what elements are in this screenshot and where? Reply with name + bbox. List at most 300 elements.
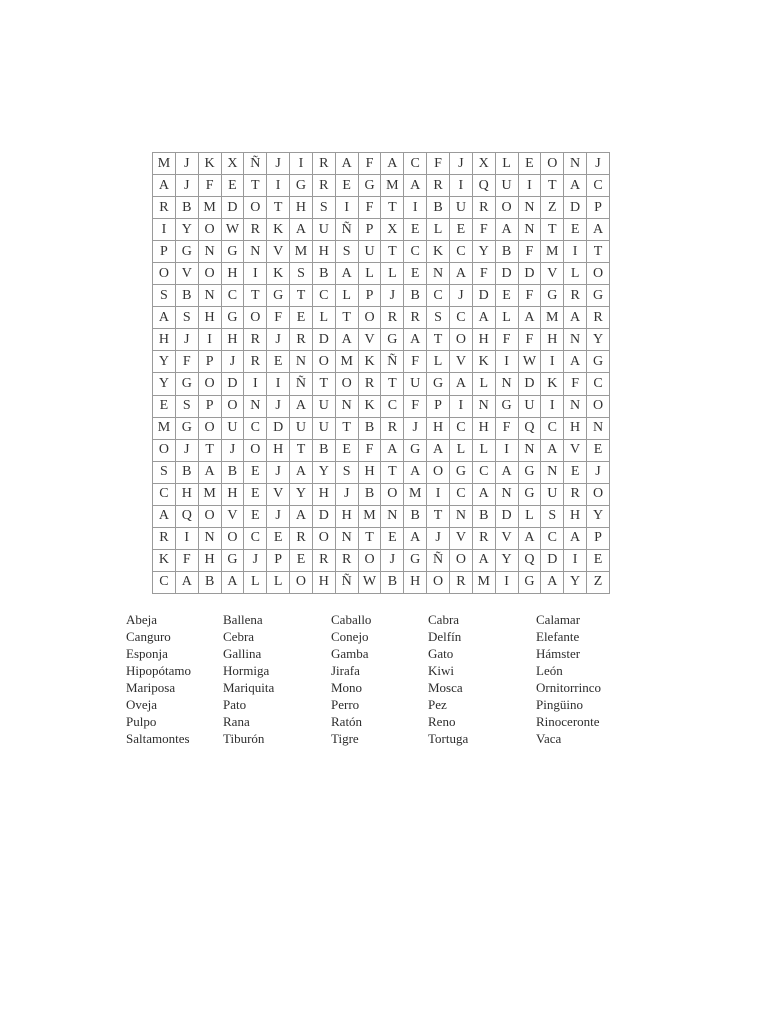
- grid-cell[interactable]: A: [495, 461, 518, 483]
- grid-cell[interactable]: H: [335, 505, 358, 527]
- grid-cell[interactable]: N: [335, 527, 358, 549]
- grid-cell[interactable]: Y: [472, 241, 495, 263]
- grid-cell[interactable]: C: [381, 395, 404, 417]
- grid-cell[interactable]: T: [541, 175, 564, 197]
- grid-cell[interactable]: X: [381, 219, 404, 241]
- grid-cell[interactable]: N: [518, 219, 541, 241]
- grid-cell[interactable]: G: [449, 461, 472, 483]
- grid-cell[interactable]: Q: [472, 175, 495, 197]
- grid-cell[interactable]: M: [290, 241, 313, 263]
- grid-cell[interactable]: O: [244, 197, 267, 219]
- grid-cell[interactable]: O: [495, 197, 518, 219]
- grid-cell[interactable]: C: [587, 373, 610, 395]
- grid-cell[interactable]: H: [472, 417, 495, 439]
- grid-cell[interactable]: U: [221, 417, 244, 439]
- grid-cell[interactable]: H: [198, 549, 221, 571]
- grid-cell[interactable]: B: [495, 241, 518, 263]
- grid-cell[interactable]: I: [244, 373, 267, 395]
- grid-cell[interactable]: H: [290, 197, 313, 219]
- grid-cell[interactable]: J: [175, 439, 198, 461]
- grid-cell[interactable]: J: [175, 175, 198, 197]
- grid-cell[interactable]: V: [358, 329, 381, 351]
- grid-cell[interactable]: E: [244, 505, 267, 527]
- grid-cell[interactable]: O: [449, 329, 472, 351]
- grid-cell[interactable]: Ñ: [427, 549, 450, 571]
- grid-cell[interactable]: U: [404, 373, 427, 395]
- grid-cell[interactable]: N: [427, 263, 450, 285]
- grid-cell[interactable]: R: [381, 417, 404, 439]
- grid-cell[interactable]: N: [541, 461, 564, 483]
- grid-cell[interactable]: C: [427, 285, 450, 307]
- grid-cell[interactable]: T: [244, 175, 267, 197]
- grid-cell[interactable]: H: [472, 329, 495, 351]
- grid-cell[interactable]: K: [267, 219, 290, 241]
- grid-cell[interactable]: M: [335, 351, 358, 373]
- grid-cell[interactable]: B: [312, 263, 335, 285]
- grid-cell[interactable]: T: [381, 373, 404, 395]
- grid-cell[interactable]: P: [427, 395, 450, 417]
- grid-cell[interactable]: F: [404, 351, 427, 373]
- grid-cell[interactable]: F: [495, 329, 518, 351]
- grid-cell[interactable]: G: [518, 483, 541, 505]
- grid-cell[interactable]: I: [449, 395, 472, 417]
- grid-cell[interactable]: V: [175, 263, 198, 285]
- grid-cell[interactable]: J: [267, 329, 290, 351]
- grid-cell[interactable]: J: [244, 549, 267, 571]
- grid-cell[interactable]: C: [153, 571, 176, 593]
- grid-cell[interactable]: I: [427, 483, 450, 505]
- grid-cell[interactable]: V: [495, 527, 518, 549]
- grid-cell[interactable]: D: [472, 285, 495, 307]
- grid-cell[interactable]: D: [495, 263, 518, 285]
- grid-cell[interactable]: A: [564, 307, 587, 329]
- grid-cell[interactable]: N: [198, 527, 221, 549]
- grid-cell[interactable]: D: [564, 197, 587, 219]
- grid-cell[interactable]: Y: [587, 329, 610, 351]
- grid-cell[interactable]: J: [449, 285, 472, 307]
- grid-cell[interactable]: J: [587, 153, 610, 175]
- grid-cell[interactable]: A: [290, 505, 313, 527]
- grid-cell[interactable]: D: [312, 505, 335, 527]
- grid-cell[interactable]: A: [472, 307, 495, 329]
- grid-cell[interactable]: A: [587, 219, 610, 241]
- grid-cell[interactable]: I: [541, 395, 564, 417]
- grid-cell[interactable]: C: [221, 285, 244, 307]
- grid-cell[interactable]: M: [404, 483, 427, 505]
- grid-cell[interactable]: M: [472, 571, 495, 593]
- grid-cell[interactable]: I: [564, 549, 587, 571]
- grid-cell[interactable]: I: [198, 329, 221, 351]
- grid-cell[interactable]: M: [381, 175, 404, 197]
- grid-cell[interactable]: J: [335, 483, 358, 505]
- grid-cell[interactable]: D: [495, 505, 518, 527]
- grid-cell[interactable]: N: [198, 241, 221, 263]
- grid-cell[interactable]: H: [221, 329, 244, 351]
- grid-cell[interactable]: F: [404, 395, 427, 417]
- grid-cell[interactable]: R: [472, 197, 495, 219]
- grid-cell[interactable]: R: [427, 175, 450, 197]
- grid-cell[interactable]: U: [358, 241, 381, 263]
- grid-cell[interactable]: R: [587, 307, 610, 329]
- grid-cell[interactable]: M: [198, 197, 221, 219]
- grid-cell[interactable]: B: [381, 571, 404, 593]
- grid-cell[interactable]: Y: [153, 351, 176, 373]
- grid-cell[interactable]: S: [175, 307, 198, 329]
- grid-cell[interactable]: R: [290, 527, 313, 549]
- grid-cell[interactable]: P: [587, 527, 610, 549]
- grid-cell[interactable]: N: [449, 505, 472, 527]
- grid-cell[interactable]: F: [472, 219, 495, 241]
- grid-cell[interactable]: C: [312, 285, 335, 307]
- grid-cell[interactable]: O: [587, 483, 610, 505]
- grid-cell[interactable]: L: [335, 285, 358, 307]
- grid-cell[interactable]: N: [564, 329, 587, 351]
- grid-cell[interactable]: T: [198, 439, 221, 461]
- grid-cell[interactable]: R: [153, 197, 176, 219]
- grid-cell[interactable]: G: [175, 417, 198, 439]
- grid-cell[interactable]: P: [358, 219, 381, 241]
- grid-cell[interactable]: A: [335, 329, 358, 351]
- grid-cell[interactable]: I: [564, 241, 587, 263]
- grid-cell[interactable]: A: [153, 307, 176, 329]
- grid-cell[interactable]: P: [198, 395, 221, 417]
- grid-cell[interactable]: H: [404, 571, 427, 593]
- grid-cell[interactable]: I: [175, 527, 198, 549]
- grid-cell[interactable]: V: [221, 505, 244, 527]
- grid-cell[interactable]: H: [153, 329, 176, 351]
- grid-cell[interactable]: O: [587, 263, 610, 285]
- grid-cell[interactable]: E: [564, 219, 587, 241]
- grid-cell[interactable]: E: [290, 307, 313, 329]
- grid-cell[interactable]: J: [449, 153, 472, 175]
- grid-cell[interactable]: L: [358, 263, 381, 285]
- grid-cell[interactable]: I: [267, 373, 290, 395]
- grid-cell[interactable]: I: [335, 197, 358, 219]
- grid-cell[interactable]: H: [541, 329, 564, 351]
- grid-cell[interactable]: B: [198, 571, 221, 593]
- grid-cell[interactable]: U: [290, 417, 313, 439]
- grid-cell[interactable]: S: [290, 263, 313, 285]
- grid-cell[interactable]: G: [175, 373, 198, 395]
- grid-cell[interactable]: O: [541, 153, 564, 175]
- grid-cell[interactable]: Y: [495, 549, 518, 571]
- grid-cell[interactable]: R: [358, 373, 381, 395]
- grid-cell[interactable]: P: [153, 241, 176, 263]
- grid-cell[interactable]: E: [335, 439, 358, 461]
- grid-cell[interactable]: U: [312, 219, 335, 241]
- grid-cell[interactable]: B: [221, 461, 244, 483]
- grid-cell[interactable]: O: [198, 505, 221, 527]
- grid-cell[interactable]: N: [564, 153, 587, 175]
- grid-cell[interactable]: R: [153, 527, 176, 549]
- grid-cell[interactable]: J: [404, 417, 427, 439]
- grid-cell[interactable]: F: [518, 285, 541, 307]
- grid-cell[interactable]: R: [312, 549, 335, 571]
- grid-cell[interactable]: E: [495, 285, 518, 307]
- grid-cell[interactable]: Y: [587, 505, 610, 527]
- grid-cell[interactable]: C: [404, 241, 427, 263]
- grid-cell[interactable]: L: [495, 307, 518, 329]
- grid-cell[interactable]: T: [312, 373, 335, 395]
- grid-cell[interactable]: I: [449, 175, 472, 197]
- grid-cell[interactable]: K: [267, 263, 290, 285]
- grid-cell[interactable]: G: [518, 571, 541, 593]
- grid-cell[interactable]: N: [495, 373, 518, 395]
- grid-cell[interactable]: M: [153, 153, 176, 175]
- grid-cell[interactable]: G: [358, 175, 381, 197]
- grid-cell[interactable]: W: [358, 571, 381, 593]
- grid-cell[interactable]: T: [244, 285, 267, 307]
- grid-cell[interactable]: I: [267, 175, 290, 197]
- grid-cell[interactable]: C: [153, 483, 176, 505]
- grid-cell[interactable]: J: [427, 527, 450, 549]
- grid-cell[interactable]: Ñ: [335, 219, 358, 241]
- grid-cell[interactable]: G: [518, 461, 541, 483]
- grid-cell[interactable]: A: [495, 219, 518, 241]
- grid-cell[interactable]: I: [541, 351, 564, 373]
- grid-cell[interactable]: A: [335, 263, 358, 285]
- grid-cell[interactable]: R: [244, 329, 267, 351]
- grid-cell[interactable]: E: [518, 153, 541, 175]
- grid-cell[interactable]: G: [495, 395, 518, 417]
- grid-cell[interactable]: C: [449, 483, 472, 505]
- grid-cell[interactable]: B: [175, 285, 198, 307]
- grid-cell[interactable]: F: [175, 549, 198, 571]
- grid-cell[interactable]: O: [290, 571, 313, 593]
- grid-cell[interactable]: O: [153, 263, 176, 285]
- grid-cell[interactable]: A: [404, 527, 427, 549]
- grid-cell[interactable]: M: [198, 483, 221, 505]
- grid-cell[interactable]: H: [564, 417, 587, 439]
- grid-cell[interactable]: I: [495, 439, 518, 461]
- grid-cell[interactable]: A: [381, 439, 404, 461]
- grid-cell[interactable]: O: [244, 439, 267, 461]
- grid-cell[interactable]: H: [312, 571, 335, 593]
- grid-cell[interactable]: I: [153, 219, 176, 241]
- grid-cell[interactable]: D: [518, 263, 541, 285]
- grid-cell[interactable]: A: [541, 571, 564, 593]
- grid-cell[interactable]: R: [290, 329, 313, 351]
- grid-cell[interactable]: R: [564, 483, 587, 505]
- grid-cell[interactable]: L: [472, 373, 495, 395]
- grid-cell[interactable]: L: [312, 307, 335, 329]
- grid-cell[interactable]: W: [221, 219, 244, 241]
- grid-cell[interactable]: A: [153, 505, 176, 527]
- grid-cell[interactable]: N: [518, 439, 541, 461]
- grid-cell[interactable]: A: [564, 175, 587, 197]
- grid-cell[interactable]: A: [472, 549, 495, 571]
- grid-cell[interactable]: D: [518, 373, 541, 395]
- grid-cell[interactable]: N: [335, 395, 358, 417]
- grid-cell[interactable]: Q: [175, 505, 198, 527]
- grid-cell[interactable]: X: [221, 153, 244, 175]
- grid-cell[interactable]: R: [312, 175, 335, 197]
- grid-cell[interactable]: L: [495, 153, 518, 175]
- grid-cell[interactable]: A: [290, 461, 313, 483]
- grid-cell[interactable]: A: [427, 439, 450, 461]
- grid-cell[interactable]: T: [427, 505, 450, 527]
- grid-cell[interactable]: L: [244, 571, 267, 593]
- grid-cell[interactable]: Z: [541, 197, 564, 219]
- grid-cell[interactable]: G: [221, 307, 244, 329]
- grid-cell[interactable]: O: [335, 373, 358, 395]
- grid-cell[interactable]: S: [427, 307, 450, 329]
- grid-cell[interactable]: C: [449, 417, 472, 439]
- grid-cell[interactable]: F: [564, 373, 587, 395]
- grid-cell[interactable]: O: [587, 395, 610, 417]
- grid-cell[interactable]: T: [290, 285, 313, 307]
- grid-cell[interactable]: V: [267, 483, 290, 505]
- grid-cell[interactable]: E: [449, 219, 472, 241]
- grid-cell[interactable]: O: [358, 549, 381, 571]
- grid-cell[interactable]: I: [244, 263, 267, 285]
- grid-cell[interactable]: T: [335, 417, 358, 439]
- grid-cell[interactable]: A: [564, 351, 587, 373]
- grid-cell[interactable]: E: [587, 439, 610, 461]
- grid-cell[interactable]: A: [290, 395, 313, 417]
- grid-cell[interactable]: I: [495, 351, 518, 373]
- grid-cell[interactable]: B: [358, 483, 381, 505]
- grid-cell[interactable]: H: [427, 417, 450, 439]
- grid-cell[interactable]: F: [427, 153, 450, 175]
- grid-cell[interactable]: B: [404, 505, 427, 527]
- grid-cell[interactable]: G: [587, 285, 610, 307]
- grid-cell[interactable]: K: [541, 373, 564, 395]
- grid-cell[interactable]: K: [153, 549, 176, 571]
- grid-cell[interactable]: A: [198, 461, 221, 483]
- grid-cell[interactable]: E: [335, 175, 358, 197]
- grid-cell[interactable]: T: [358, 527, 381, 549]
- grid-cell[interactable]: R: [381, 307, 404, 329]
- grid-cell[interactable]: C: [541, 417, 564, 439]
- grid-cell[interactable]: O: [153, 439, 176, 461]
- grid-cell[interactable]: S: [541, 505, 564, 527]
- grid-cell[interactable]: V: [267, 241, 290, 263]
- grid-cell[interactable]: O: [198, 373, 221, 395]
- grid-cell[interactable]: F: [358, 153, 381, 175]
- grid-cell[interactable]: N: [495, 483, 518, 505]
- grid-cell[interactable]: R: [312, 153, 335, 175]
- grid-cell[interactable]: X: [472, 153, 495, 175]
- grid-cell[interactable]: B: [427, 197, 450, 219]
- grid-cell[interactable]: A: [449, 373, 472, 395]
- grid-cell[interactable]: R: [472, 527, 495, 549]
- grid-cell[interactable]: Y: [290, 483, 313, 505]
- grid-cell[interactable]: E: [381, 527, 404, 549]
- grid-cell[interactable]: F: [358, 439, 381, 461]
- grid-cell[interactable]: J: [267, 505, 290, 527]
- grid-cell[interactable]: G: [221, 241, 244, 263]
- grid-cell[interactable]: Ñ: [381, 351, 404, 373]
- grid-cell[interactable]: H: [312, 483, 335, 505]
- grid-cell[interactable]: A: [290, 219, 313, 241]
- grid-cell[interactable]: T: [541, 219, 564, 241]
- grid-cell[interactable]: I: [518, 175, 541, 197]
- grid-cell[interactable]: B: [175, 461, 198, 483]
- grid-cell[interactable]: E: [564, 461, 587, 483]
- grid-cell[interactable]: U: [495, 175, 518, 197]
- grid-cell[interactable]: H: [221, 263, 244, 285]
- grid-cell[interactable]: O: [312, 527, 335, 549]
- grid-cell[interactable]: R: [244, 351, 267, 373]
- grid-cell[interactable]: L: [564, 263, 587, 285]
- grid-cell[interactable]: A: [449, 263, 472, 285]
- grid-cell[interactable]: B: [175, 197, 198, 219]
- grid-cell[interactable]: E: [290, 549, 313, 571]
- grid-cell[interactable]: Ñ: [290, 373, 313, 395]
- grid-cell[interactable]: P: [358, 285, 381, 307]
- grid-cell[interactable]: O: [244, 307, 267, 329]
- grid-cell[interactable]: M: [358, 505, 381, 527]
- grid-cell[interactable]: R: [404, 307, 427, 329]
- grid-cell[interactable]: E: [244, 483, 267, 505]
- grid-cell[interactable]: G: [290, 175, 313, 197]
- grid-cell[interactable]: R: [564, 285, 587, 307]
- grid-cell[interactable]: U: [518, 395, 541, 417]
- grid-cell[interactable]: B: [472, 505, 495, 527]
- grid-cell[interactable]: V: [449, 351, 472, 373]
- grid-cell[interactable]: A: [153, 175, 176, 197]
- grid-cell[interactable]: N: [381, 505, 404, 527]
- grid-cell[interactable]: F: [472, 263, 495, 285]
- grid-cell[interactable]: S: [153, 461, 176, 483]
- grid-cell[interactable]: E: [404, 263, 427, 285]
- grid-cell[interactable]: J: [381, 285, 404, 307]
- grid-cell[interactable]: E: [221, 175, 244, 197]
- grid-cell[interactable]: C: [449, 307, 472, 329]
- grid-cell[interactable]: T: [290, 439, 313, 461]
- grid-cell[interactable]: N: [472, 395, 495, 417]
- grid-cell[interactable]: K: [358, 395, 381, 417]
- grid-cell[interactable]: H: [198, 307, 221, 329]
- grid-cell[interactable]: D: [541, 549, 564, 571]
- grid-cell[interactable]: H: [267, 439, 290, 461]
- grid-cell[interactable]: C: [244, 527, 267, 549]
- grid-cell[interactable]: O: [358, 307, 381, 329]
- grid-cell[interactable]: V: [564, 439, 587, 461]
- grid-cell[interactable]: A: [518, 307, 541, 329]
- grid-cell[interactable]: D: [221, 197, 244, 219]
- grid-cell[interactable]: A: [221, 571, 244, 593]
- grid-cell[interactable]: I: [290, 153, 313, 175]
- grid-cell[interactable]: G: [221, 549, 244, 571]
- grid-cell[interactable]: J: [175, 329, 198, 351]
- grid-cell[interactable]: M: [541, 307, 564, 329]
- grid-cell[interactable]: B: [404, 285, 427, 307]
- grid-cell[interactable]: Q: [518, 549, 541, 571]
- grid-cell[interactable]: F: [175, 351, 198, 373]
- grid-cell[interactable]: W: [518, 351, 541, 373]
- grid-cell[interactable]: O: [427, 461, 450, 483]
- grid-cell[interactable]: I: [404, 197, 427, 219]
- grid-cell[interactable]: Ñ: [335, 571, 358, 593]
- grid-cell[interactable]: J: [587, 461, 610, 483]
- grid-cell[interactable]: U: [312, 417, 335, 439]
- grid-cell[interactable]: C: [404, 153, 427, 175]
- grid-cell[interactable]: F: [518, 329, 541, 351]
- grid-cell[interactable]: A: [381, 153, 404, 175]
- grid-cell[interactable]: L: [267, 571, 290, 593]
- grid-cell[interactable]: Y: [312, 461, 335, 483]
- grid-cell[interactable]: J: [267, 395, 290, 417]
- grid-cell[interactable]: A: [175, 571, 198, 593]
- grid-cell[interactable]: E: [267, 527, 290, 549]
- grid-cell[interactable]: E: [587, 549, 610, 571]
- grid-cell[interactable]: N: [244, 395, 267, 417]
- grid-cell[interactable]: U: [312, 395, 335, 417]
- grid-cell[interactable]: S: [335, 461, 358, 483]
- grid-cell[interactable]: G: [381, 329, 404, 351]
